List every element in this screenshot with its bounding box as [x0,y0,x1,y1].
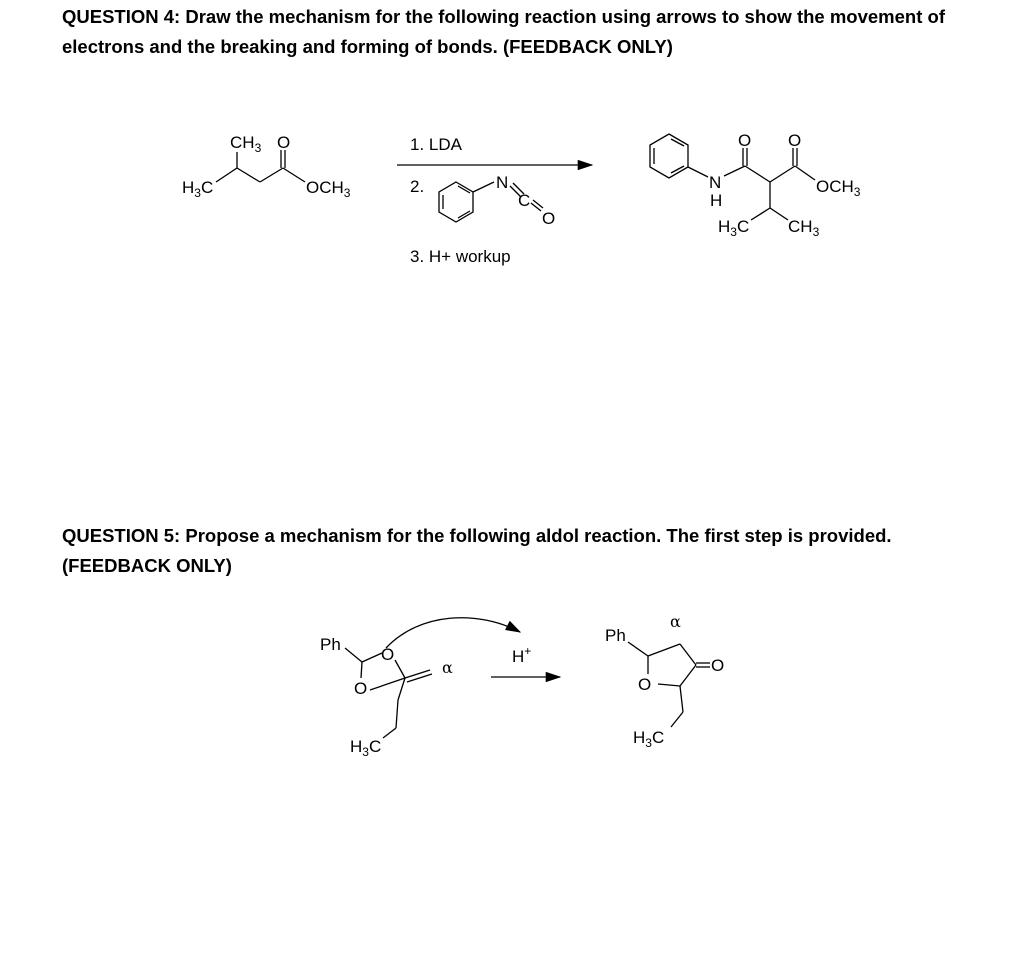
q5-reactant-h3c-label: $H_3C$ [350,737,382,759]
q5-product [605,612,724,750]
q4-reactant [182,133,351,200]
q5-product-alpha: α [670,612,681,631]
q4-product-och3-label: $OCH_3$ [816,177,861,199]
q5-product-ring-o: O [638,675,652,694]
q5-proton-label: H+ [512,644,532,666]
q4-reactant-carbonyl-o: O [277,133,291,152]
phenyl-isocyanate [439,173,555,228]
q4-conditions [397,135,592,266]
q5-product-h3c-label: $H_3C$ [633,728,665,750]
curved-electron-arrow [386,618,520,648]
q4-reactant-och3-label: $OCH_3$ [306,178,351,200]
q4-step-3: 3. H+ workup [410,247,511,266]
q4-product-h: H [710,191,723,210]
q4-product [650,131,861,239]
q4-product-h3c-label: $H_3C$ [718,217,750,239]
isocyanate-c: C [518,191,531,210]
q5-reactant-ring-o-bottom: O [354,679,368,698]
q5-reactant-ring-o-top: O [381,645,395,664]
q4-product-amide-o: O [738,131,752,150]
q4-product-n: N [709,173,722,192]
q5-product-ph: Ph [605,626,626,645]
q4-product-ester-o: O [788,131,802,150]
question-4-text: QUESTION 4: Draw the mechanism for the following reaction using arrows to show the movement of electrons and the breaking and forming of bonds. (FEEDBACK ONLY) [62,6,945,57]
isocyanate-n: N [496,173,509,192]
q4-reactant-h3c-label: $H_3C$ [182,178,214,200]
q5-reactant [320,618,520,759]
q4-step-2: 2. [410,177,425,196]
q5-reagent [491,644,560,677]
q4-product-ch3-label: $CH_3$ [788,217,820,239]
isocyanate-o: O [542,209,556,228]
q5-reactant-ph: Ph [320,635,341,654]
q4-step-1: 1. LDA [410,135,462,154]
question-5-text: QUESTION 5: Propose a mechanism for the following aldol reaction. The first step is provided. (FEEDBACK ONLY) [62,525,892,576]
q5-product-carbonyl-o: O [711,656,725,675]
q4-reactant-ch3-label: $CH_3$ [230,133,262,155]
q5-reactant-alpha: α [442,658,453,677]
